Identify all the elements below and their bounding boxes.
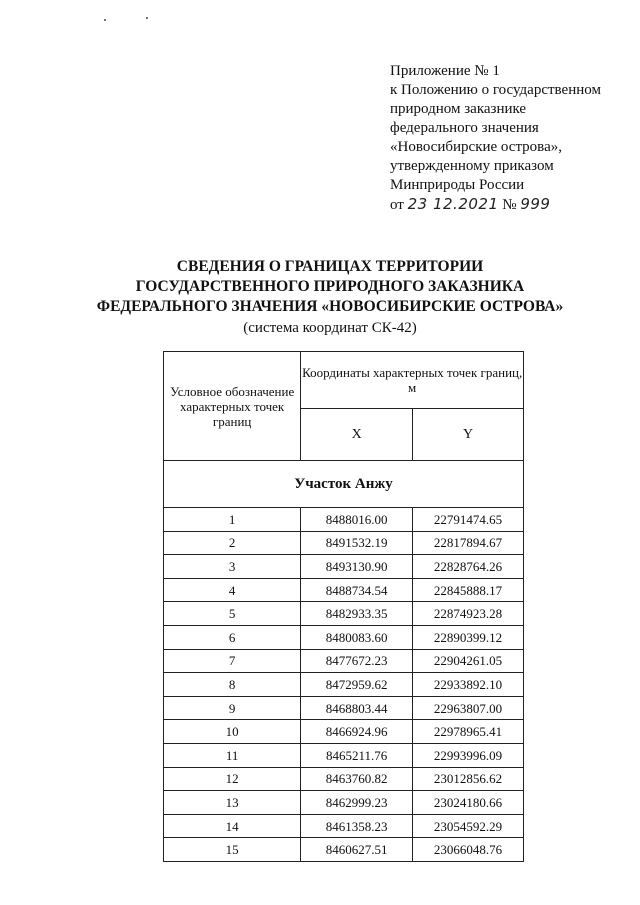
scan-speck <box>146 17 148 19</box>
x-coordinate-cell: 8491532.19 <box>301 531 413 555</box>
table-row <box>164 791 524 815</box>
y-coordinate-cell: 23012856.62 <box>413 767 524 791</box>
table-body <box>164 508 524 862</box>
scan-speck <box>104 19 106 21</box>
point-number-cell: 11 <box>164 743 301 767</box>
table-row <box>164 578 524 602</box>
point-number-cell: 15 <box>164 838 301 862</box>
y-coordinate-cell: 22904261.05 <box>413 649 524 673</box>
point-number-cell: 7 <box>164 649 301 673</box>
point-number-cell: 12 <box>164 767 301 791</box>
y-coordinate-cell: 22817894.67 <box>413 531 524 555</box>
y-coordinate-cell: 22963807.00 <box>413 696 524 720</box>
y-coordinate-cell: 22993996.09 <box>413 743 524 767</box>
table-row <box>164 555 524 579</box>
table-row <box>164 673 524 697</box>
x-coordinate-cell: 8461358.23 <box>301 814 413 838</box>
point-number-cell: 8 <box>164 673 301 697</box>
date-prefix: от <box>390 197 404 213</box>
appendix-line: утвержденному приказом <box>390 158 554 174</box>
x-coordinate-cell: 8477672.23 <box>301 649 413 673</box>
y-coordinate-cell: 22874923.28 <box>413 602 524 626</box>
table-row <box>164 767 524 791</box>
y-coordinate-cell: 22933892.10 <box>413 673 524 697</box>
table-row <box>164 720 524 744</box>
table-row <box>164 602 524 626</box>
point-number-cell: 1 <box>164 508 301 532</box>
y-coordinate-cell: 22890399.12 <box>413 625 524 649</box>
x-coordinate-cell: 8463760.82 <box>301 767 413 791</box>
number-prefix: № <box>502 197 517 213</box>
point-number-cell: 6 <box>164 625 301 649</box>
point-number-cell: 9 <box>164 696 301 720</box>
y-coordinate-cell: 22845888.17 <box>413 578 524 602</box>
appendix-line: Минприроды России <box>390 177 525 193</box>
header-x: X <box>301 409 413 461</box>
x-coordinate-cell: 8460627.51 <box>301 838 413 862</box>
table-row <box>164 649 524 673</box>
point-number-cell: 14 <box>164 814 301 838</box>
point-number-cell: 4 <box>164 578 301 602</box>
appendix-line: «Новосибирские острова», <box>390 139 562 155</box>
y-coordinate-cell: 23066048.76 <box>413 838 524 862</box>
x-coordinate-cell: 8465211.76 <box>301 743 413 767</box>
x-coordinate-cell: 8488734.54 <box>301 578 413 602</box>
section-heading: Участок Анжу <box>164 461 524 508</box>
y-coordinate-cell: 22791474.65 <box>413 508 524 532</box>
point-number-cell: 3 <box>164 555 301 579</box>
point-number-cell: 10 <box>164 720 301 744</box>
point-number-cell: 5 <box>164 602 301 626</box>
document-title <box>60 257 600 317</box>
title-line: ФЕДЕРАЛЬНОГО ЗНАЧЕНИЯ «НОВОСИБИРСКИЕ ОСТРОВА» <box>96 298 564 315</box>
y-coordinate-cell: 22978965.41 <box>413 720 524 744</box>
order-date-line <box>390 195 630 215</box>
title-line: СВЕДЕНИЯ О ГРАНИЦАХ ТЕРРИТОРИИ <box>176 258 484 275</box>
header-coordinates: Координаты характерных точек границ, м <box>301 352 524 409</box>
x-coordinate-cell: 8488016.00 <box>301 508 413 532</box>
handwritten-number: 999 <box>520 195 551 213</box>
title-line: ГОСУДАРСТВЕННОГО ПРИРОДНОГО ЗАКАЗНИКА <box>135 278 525 295</box>
point-number-cell: 13 <box>164 791 301 815</box>
appendix-line: федерального значения <box>390 120 539 136</box>
y-coordinate-cell: 23054592.29 <box>413 814 524 838</box>
appendix-line: к Положению о государственном <box>390 82 601 98</box>
table-row <box>164 743 524 767</box>
table-row <box>164 508 524 532</box>
handwritten-date: 23 12.2021 <box>407 195 499 213</box>
table-row <box>164 696 524 720</box>
appendix-line: Приложение № 1 <box>390 63 500 79</box>
header-y: Y <box>413 409 524 461</box>
x-coordinate-cell: 8480083.60 <box>301 625 413 649</box>
point-number-cell: 2 <box>164 531 301 555</box>
table-row <box>164 625 524 649</box>
appendix-line: природном заказнике <box>390 101 527 117</box>
x-coordinate-cell: 8468803.44 <box>301 696 413 720</box>
y-coordinate-cell: 22828764.26 <box>413 555 524 579</box>
x-coordinate-cell: 8466924.96 <box>301 720 413 744</box>
y-coordinate-cell: 23024180.66 <box>413 791 524 815</box>
header-point-label: Условное обозначение характерных точек границ <box>164 352 301 461</box>
x-coordinate-cell: 8482933.35 <box>301 602 413 626</box>
x-coordinate-cell: 8472959.62 <box>301 673 413 697</box>
x-coordinate-cell: 8462999.23 <box>301 791 413 815</box>
table-row <box>164 838 524 862</box>
x-coordinate-cell: 8493130.90 <box>301 555 413 579</box>
table-row <box>164 531 524 555</box>
appendix-block <box>390 62 630 215</box>
coordinate-system-subtitle: (система координат СК-42) <box>243 320 417 336</box>
coordinates-table <box>163 351 524 862</box>
table-row <box>164 814 524 838</box>
